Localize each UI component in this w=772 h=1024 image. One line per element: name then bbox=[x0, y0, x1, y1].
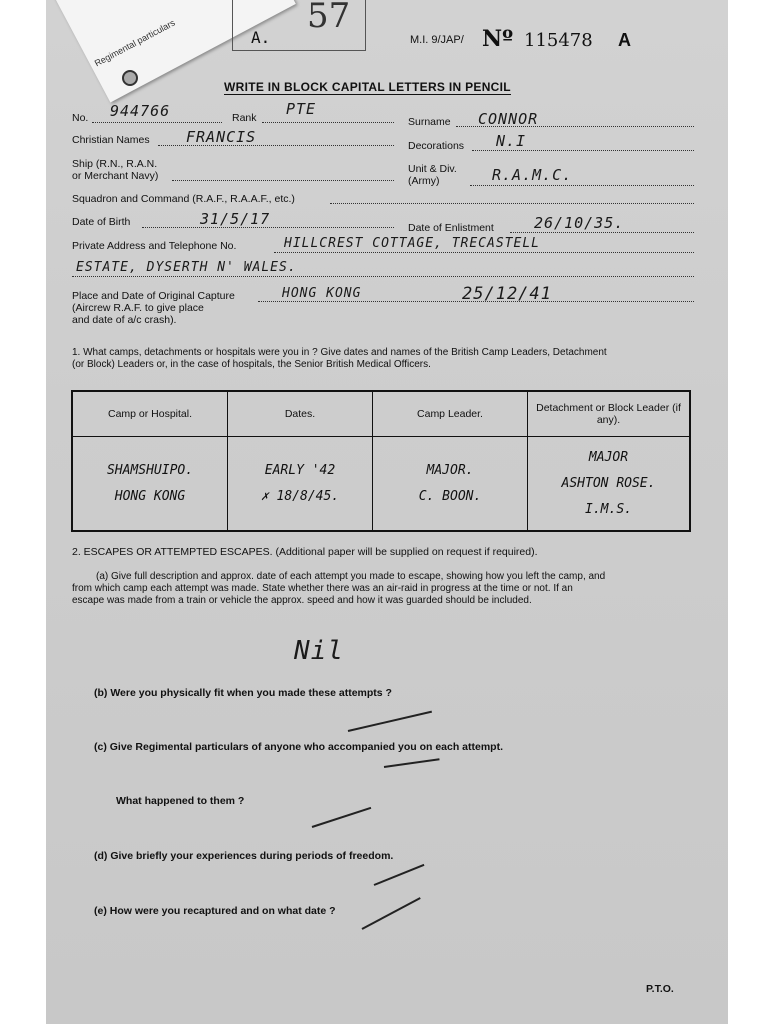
capture-label-3: and date of a/c crash). bbox=[72, 314, 177, 326]
q2-c2: What happened to them ? bbox=[116, 795, 245, 807]
no-value: 944766 bbox=[110, 102, 171, 120]
camp-line-1: SHAMSHUIPO. bbox=[106, 462, 194, 478]
rank-value: PTE bbox=[286, 100, 317, 118]
cell-detachment bbox=[528, 437, 691, 532]
form-title: WRITE IN BLOCK CAPITAL LETTERS IN PENCIL bbox=[224, 80, 511, 94]
q2-e: (e) How were you recaptured and on what date ? bbox=[94, 905, 336, 917]
camps-table bbox=[71, 390, 691, 532]
stamp-number: 57 bbox=[307, 0, 351, 36]
address-line-1 bbox=[274, 252, 694, 253]
number-mark: Nº bbox=[482, 26, 514, 52]
surname-label: Surname bbox=[408, 116, 451, 128]
dob-label: Date of Birth bbox=[72, 216, 131, 228]
q2-b: (b) Were you physically fit when you made these attempts ? bbox=[94, 687, 392, 699]
detachment-line-2: ASHTON ROSE. bbox=[561, 475, 656, 491]
unit-line bbox=[470, 185, 694, 186]
rank-line bbox=[262, 122, 394, 123]
q2-a-1: (a) Give full description and approx. date of each attempt you made to escape, showing how you left the camp, and bbox=[96, 571, 606, 582]
unit-value: R.A.M.C. bbox=[492, 166, 573, 184]
cell-dates bbox=[228, 437, 373, 532]
cell-camp bbox=[72, 437, 228, 532]
address-value-2: ESTATE, DYSERTH N' WALES. bbox=[76, 260, 297, 275]
q2-a-2: from which camp each attempt was made. State whether there was an air-raid in progress at the time or not. If an bbox=[72, 583, 573, 594]
decorations-line bbox=[472, 150, 694, 151]
q2-c: (c) Give Regimental particulars of anyone who accompanied you on each attempt. bbox=[94, 741, 504, 753]
q1-text-1: 1. What camps, detachments or hospitals were you in ? Give dates and names of the British Camp Leaders, Detachment bbox=[72, 347, 607, 358]
enlist-label: Date of Enlistment bbox=[408, 222, 494, 234]
camp-line-2: HONG KONG bbox=[114, 488, 186, 504]
table-row bbox=[72, 437, 690, 532]
corner-text: Regimental particulars bbox=[92, 17, 177, 69]
enlist-line bbox=[510, 232, 694, 233]
header-leader: Camp Leader. bbox=[373, 391, 528, 437]
q2-d: (d) Give briefly your experiences during periods of freedom. bbox=[94, 850, 394, 862]
decorations-value: N.I bbox=[496, 132, 527, 150]
header-detachment: Detachment or Block Leader (if any). bbox=[528, 391, 691, 437]
stamp-letter: A. bbox=[251, 28, 271, 47]
detachment-line-3: I.M.S. bbox=[585, 501, 632, 517]
series-letter: A bbox=[618, 30, 631, 50]
capture-place: HONG KONG bbox=[282, 286, 362, 301]
squadron-line bbox=[330, 203, 694, 204]
ship-label-2: or Merchant Navy) bbox=[72, 170, 159, 182]
q1-text-2: (or Block) Leaders or, in the case of hospitals, the Senior British Medical Officers. bbox=[72, 359, 431, 370]
enlist-value: 26/10/35. bbox=[534, 214, 625, 232]
christian-label: Christian Names bbox=[72, 134, 150, 146]
file-stamp bbox=[232, 0, 366, 51]
pin-icon bbox=[122, 70, 138, 86]
squadron-label: Squadron and Command (R.A.F., R.A.A.F., etc.) bbox=[72, 193, 295, 205]
decorations-label: Decorations bbox=[408, 140, 465, 152]
rank-label: Rank bbox=[232, 112, 257, 124]
ship-label-1: Ship (R.N., R.A.N. bbox=[72, 158, 158, 170]
header-dates: Dates. bbox=[228, 391, 373, 437]
cell-leader bbox=[373, 437, 528, 532]
q2-title: 2. ESCAPES OR ATTEMPTED ESCAPES. (Additional paper will be supplied on request if required). bbox=[72, 546, 538, 558]
detachment-line-1: MAJOR bbox=[588, 449, 629, 465]
christian-value: FRANCIS bbox=[186, 128, 257, 146]
form-reference: M.I. 9/JAP/ bbox=[410, 34, 464, 46]
ship-line bbox=[172, 180, 394, 181]
leader-line-1: MAJOR. bbox=[426, 462, 474, 478]
q2-a-3: escape was made from a train or vehicle the approx. speed and how it was guarded should be included. bbox=[72, 595, 532, 606]
unit-label-1: Unit & Div. bbox=[408, 163, 457, 175]
table-header-row bbox=[72, 391, 690, 437]
address-label: Private Address and Telephone No. bbox=[72, 240, 237, 252]
serial-number: 115478 bbox=[524, 30, 593, 51]
capture-label-2: (Aircrew R.A.F. to give place bbox=[72, 302, 204, 314]
capture-date: 25/12/41 bbox=[462, 284, 552, 304]
dates-line-2: ✗ 18/8/45. bbox=[260, 488, 340, 504]
unit-label-2: (Army) bbox=[408, 175, 440, 187]
dob-value: 31/5/17 bbox=[200, 210, 271, 228]
no-label: No. bbox=[72, 112, 89, 124]
leader-line-2: C. BOON. bbox=[418, 488, 482, 504]
address-line-2 bbox=[72, 276, 694, 277]
footer-pto: P.T.O. bbox=[646, 983, 674, 995]
capture-label-1: Place and Date of Original Capture bbox=[72, 290, 235, 302]
escape-answer: Nil bbox=[294, 636, 344, 666]
dates-line-1: EARLY '42 bbox=[264, 462, 336, 478]
surname-value: CONNOR bbox=[478, 110, 539, 128]
no-line bbox=[92, 122, 222, 123]
address-value-1: HILLCREST COTTAGE, TRECASTELL bbox=[284, 236, 540, 251]
header-camp: Camp or Hospital. bbox=[72, 391, 228, 437]
